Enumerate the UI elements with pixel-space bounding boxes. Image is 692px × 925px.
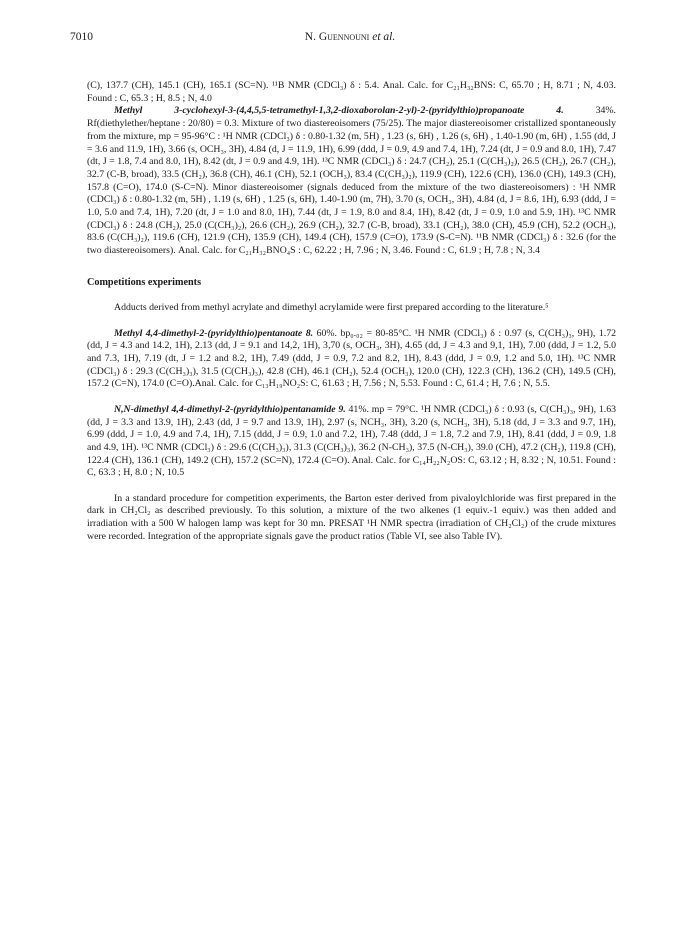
compound-4-data: 34%. Rf(diethylether/heptane : 20/80) = 0.3. Mixture of two diastereoisomers (75/25). The major diastereoisomer cristallized spontaneously from the mixture, mp = 95-96°C : ¹H NMR (CDCl₃) δ : 0.80-1.32 (m, 5H) , 1.23 (s, 6H) , 1.26 (s, 6H) , 1.40-1.90 (m, 6H) , 1.55 (dd, J = 3.6 and 11.9, 1H), 3.66 (s, OCH₃, 3H), 4.84 (d, J = 11.9, 1H), 6.99 (ddd, J = 0.9, 4.9 and 7.4, 1H), 7.24 (dt, J = 0.9 and 8.0, 1H), 7.47 (dt, J = 1.8, 7.4 and 8.0, 1H), 8.42 (dt, J = 0.9 and 4.9, 1H). ¹³C NMR (CDCl₃) δ : 24.7 (CH₂), 25.1 (C(CH₃)₂), 26.5 (CH₂), 26.7 (CH₂), 32.7 (C-B, broad), 33.5 (CH₂), 36.8 (CH), 46.1 (CH), 52.1 (OCH₃), 83.4 (C(CH₃)₂), 119.9 (CH), 122.6 (CH), 136.0 (CH), 149.3 (CH), 157.8 (C=O), 174.0 (S-C=N). Minor diastereoisomer (signals deduced from the mixture of the two diastereoisomers) : ¹H NMR (CDCl₃) δ : 0.80-1.32 (m, 5H) , 1.19 (s, 6H) , 1.25 (s, 6H), 1.40-1.90 (m, 7H), 3.70 (s, OCH₃, 3H), 4.84 (d, J = 8.6, 1H), 6.93 (ddd, J = 1.0, 5.0 and 7.4, 1H), 7.20 (dt, J = 1.0 and 8.0, 1H), 7.44 (dt, J = 1.9, 8.0 and 8.4, 1H), 8.42 (dt, J = 0.9, 1.0 and 5.9, 1H). ¹³C NMR (CDCl₃) δ : 24.8 (CH₂), 25.0 (C(CH₃)₂), 26.6 (CH₂), 26.9 (CH₂), 32.7 (C-B, broad), 33.1 (CH₂), 38.0 (CH), 45.9 (CH), 52.2 (OCH₃), 83.6 (C(CH₃)₂), 119.6 (CH), 121.9 (CH), 135.9 (CH), 149.4 (CH), 157.9 (C=O), 173.9 (S-C=N). ¹¹B NMR (CDCl₃) δ : 32.6 (for the two diastereoisomers). Anal. Calc. for C₂₁H₃₂BNO₄S : C, 62.22 ; H, 7.96 ; N, 3.46. Found : C, 61.9 ; H, 7.8 ; N, 3.4 <box>87 105 616 257</box>
page-number: 7010 <box>70 31 93 43</box>
running-head <box>70 31 630 43</box>
compound-8-data: 60%. bp₀.₀₂ = 80-85°C. ¹H NMR (CDCl₃) δ : 0.97 (s, C(CH₃)₃, 9H), 1.72 (dd, J = 4.3 and 14.2, 1H), 2.13 (dd, J = 9.1 and 14,2, 1H), 3,70 (s, OCH₃, 3H), 4.65 (dd, J = 4.3 and 9,1, 1H), 7.00 (ddd, J = 1.2, 5.0 and 7.3, 1H), 7.19 (dt, J = 1.2 and 8.2, 1H), 7.49 (ddd, J = 0.9, 7.2 and 8.2, 1H), 8.43 (ddd, J = 0.9, 1.2 and 5.0, 1H). ¹³C NMR (CDCl₃) δ : 29.3 (C(CH₃)₃), 31.5 (C(CH₃)₃), 42.8 (CH), 46.1 (CH₂), 52.4 (OCH₃), 120.0 (CH), 122.3 (CH), 136.2 (CH), 149.5 (CH), 157.2 (C=N), 174.0 (C=O).Anal. Calc. for C₁₃H₁₉NO₂S: C, 61.63 ; H, 7.56 ; N, 5.53. Found : C, 61.4 ; H, 7.6 ; N, 5.5. <box>87 327 616 390</box>
compound-8-name: Methyl 4,4-dimethyl-2-(pyridylthio)pentanoate 8. <box>114 327 314 339</box>
page-header <box>70 31 630 47</box>
compound-4-entry <box>87 105 616 257</box>
intro-paragraph: Adducts derived from methyl acrylate and dimethyl acrylamide were first prepared according to the literature.⁵ <box>114 302 549 314</box>
compound-4-name: Methyl 3-cyclohexyl-3-(4,4,5,5-tetramethyl-1,3,2-dioxaborolan-2-yl)-2-(pyridylthio)propanoate 4. <box>114 105 564 117</box>
section-heading: Competitions experiments <box>87 276 202 288</box>
running-head-author: N. Guennouni <box>304 31 370 43</box>
procedure-paragraph: In a standard procedure for competition experiments, the Barton ester derived from pivaloylchloride was first prepared in the dark in CH₂Cl₂ as described previously. To this solution, a mixture of the two alkenes (1 equiv.-1 equiv.) was then added and irradiation with a 500 W halogen lamp was kept for 30 mn. PRESAT ¹H NMR spectra (irradiation of CH₂Cl₂) of the crude mixtures were recorded. Integration of the appropriate signals gave the product ratios (Table VI, see also Table IV). <box>87 492 616 542</box>
compound-9-data: 41%. mp = 79°C. ¹H NMR (CDCl₃) δ : 0.93 (s, C(CH₃)₃, 9H), 1.63 (dd, J = 3.3 and 13.9, 1H), 2.43 (dd, J = 9.7 and 13.9, 1H), 2.97 (s, NCH₃, 3H), 3.20 (s, NCH₃, 3H), 5.18 (dd, J = 3.3 and 9.7, 1H), 6.99 (ddd, J = 1.0, 4.9 and 7.4, 1H), 7.15 (ddd, J = 0.9, 1.0 and 7.2, 1H), 7.48 (ddd, J = 1.8, 7.2 and 7.9, 1H), 8.41 (ddd, J = 0.9, 1.8 and 4.9, 1H). ¹³C NMR (CDCl₃) δ : 29.6 (C(CH₃)₃), 31.3 (C(CH₃)₃), 36.2 (N-CH₃), 37.5 (N-CH₃), 39.0 (CH), 47.2 (CH₂), 119.8 (CH), 122.4 (CH), 136.1 (CH), 149.2 (CH), 157.2 (SC=N), 172.4 (C=O). Anal. Calc. for C₁₄H₂₂N₂OS: C, 63.12 ; H, 8.32 ; N, 10.51. Found : C, 63.3 ; H, 8.0 ; N, 10.5 <box>87 403 616 479</box>
page-body <box>87 80 616 544</box>
paragraph-continued: (C), 137.7 (CH), 145.1 (CH), 165.1 (SC=N). ¹¹B NMR (CDCl₃) δ : 5.4. Anal. Calc. for C₂₁H₃₂BNS: C, 65.70 ; H, 8.71 ; N, 4.03. Found : C, 65.3 ; H, 8.5 ; N, 4.0 <box>87 80 616 104</box>
compound-9-name: N,N-dimethyl 4,4-dimethyl-2-(pyridylthio)pentanamide 9. <box>114 403 346 415</box>
compound-8-entry <box>87 328 616 392</box>
running-head-etal: et al. <box>372 31 396 43</box>
compound-9-entry <box>87 404 616 480</box>
